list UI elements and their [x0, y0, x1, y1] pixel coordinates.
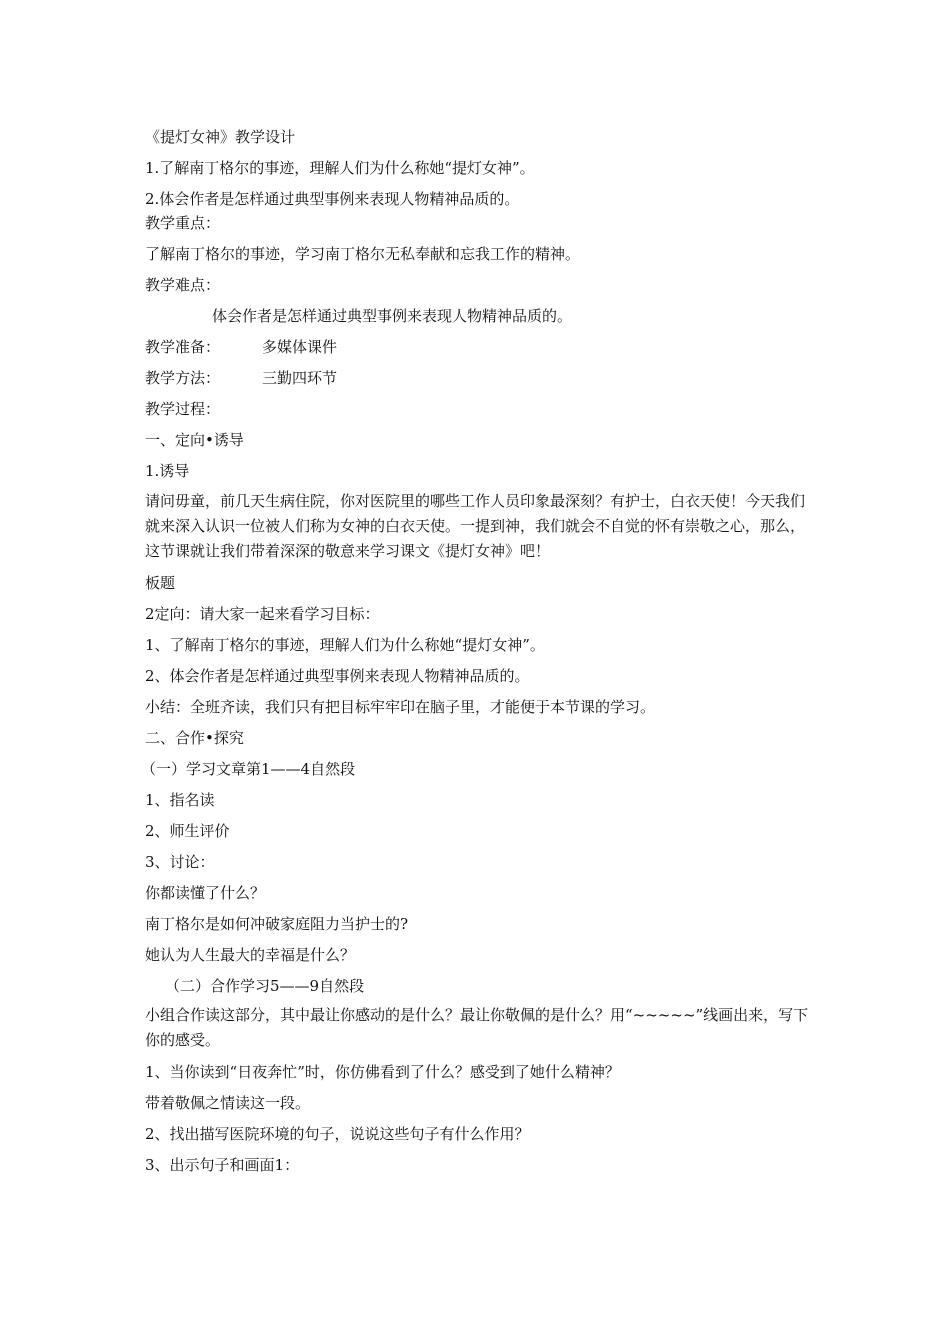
- list-item: 3、讨论：: [145, 853, 215, 871]
- question-3: 她认为人生最大的幸福是什么？: [145, 946, 356, 964]
- target-2: 2、体会作者是怎样通过典型事例来表现人物精神品质的。: [145, 667, 530, 685]
- intro-paragraph: 请问毋童，前几天生病住院，你对医院里的哪些工作人员印象最深刻？有护士，白衣天使！今天我们就来深入认识一位被人们称为女神的白衣天使。一提到神，我们就会不自觉的怀有崇敬之心，那么，这节课就让我们带着深深的敬意来学习课文《提灯女神》吧！: [145, 492, 806, 560]
- step-1: 1.诱导: [145, 462, 190, 480]
- method-value: 三勤四环节: [262, 369, 338, 387]
- method-row: [145, 368, 810, 388]
- group-paragraph: 小组合作读这部分，其中最让你感动的是什么？最让你敬佩的是什么？用“~~~~~”线画出来，写下你的感受。: [145, 1006, 809, 1049]
- step-2: 2定向：请大家一起来看学习目标：: [145, 605, 380, 623]
- target-1: 1、了解南丁格尔的事迹，理解人们为什么称她“提灯女神”。: [145, 636, 545, 654]
- point-1: 1、当你读到“日夜奔忙”时，你仿佛看到了什么？感受到了她什么精神？: [145, 1063, 620, 1081]
- method-label: 教学方法：: [145, 369, 221, 387]
- prep-value: 多媒体课件: [262, 338, 338, 356]
- point-2: 2、找出描写医院环境的句子，说说这些句子有什么作用？: [145, 1125, 530, 1143]
- goal-1: 1.了解南丁格尔的事迹，理解人们为什么称她“提灯女神”。: [145, 159, 535, 177]
- key-point-text: 了解南丁格尔的事迹，学习南丁格尔无私奉献和忘我工作的精神。: [145, 245, 581, 263]
- subsection-1: （一）学习文章第1——4自然段: [141, 760, 356, 778]
- question-2: 南丁格尔是如何冲破家庭阻力当护士的?: [145, 915, 409, 933]
- point-3: 3、出示句子和画面1：: [145, 1156, 300, 1174]
- point-1-read: 带着敬佩之情读这一段。: [145, 1094, 311, 1112]
- prep-row: [145, 337, 810, 357]
- summary: 小结：全班齐读，我们只有把目标牢牢印在脑子里，才能便于本节课的学习。: [145, 698, 656, 716]
- key-point-label: 教学重点：: [145, 214, 221, 232]
- section-2-heading: 二、合作•探究: [145, 729, 244, 747]
- section-1-heading: 一、定向•诱导: [145, 431, 244, 449]
- doc-title: 《提灯女神》教学设计: [145, 128, 296, 146]
- prep-label: 教学准备：: [145, 338, 221, 356]
- list-item: 1、指名读: [145, 791, 215, 809]
- difficult-point-label: 教学难点：: [145, 276, 221, 294]
- list-item: 2、师生评价: [145, 822, 230, 840]
- question-1: 你都读懂了什么？: [145, 884, 266, 902]
- process-label: 教学过程：: [145, 400, 221, 418]
- subsection-2: （二）合作学习5——9自然段: [165, 977, 365, 995]
- goal-2: 2.体会作者是怎样通过典型事例来表现人物精神品质的。: [145, 190, 520, 208]
- board-title: 板题: [145, 574, 176, 592]
- difficult-point-text: 体会作者是怎样通过典型事例来表现人物精神品质的。: [212, 307, 573, 325]
